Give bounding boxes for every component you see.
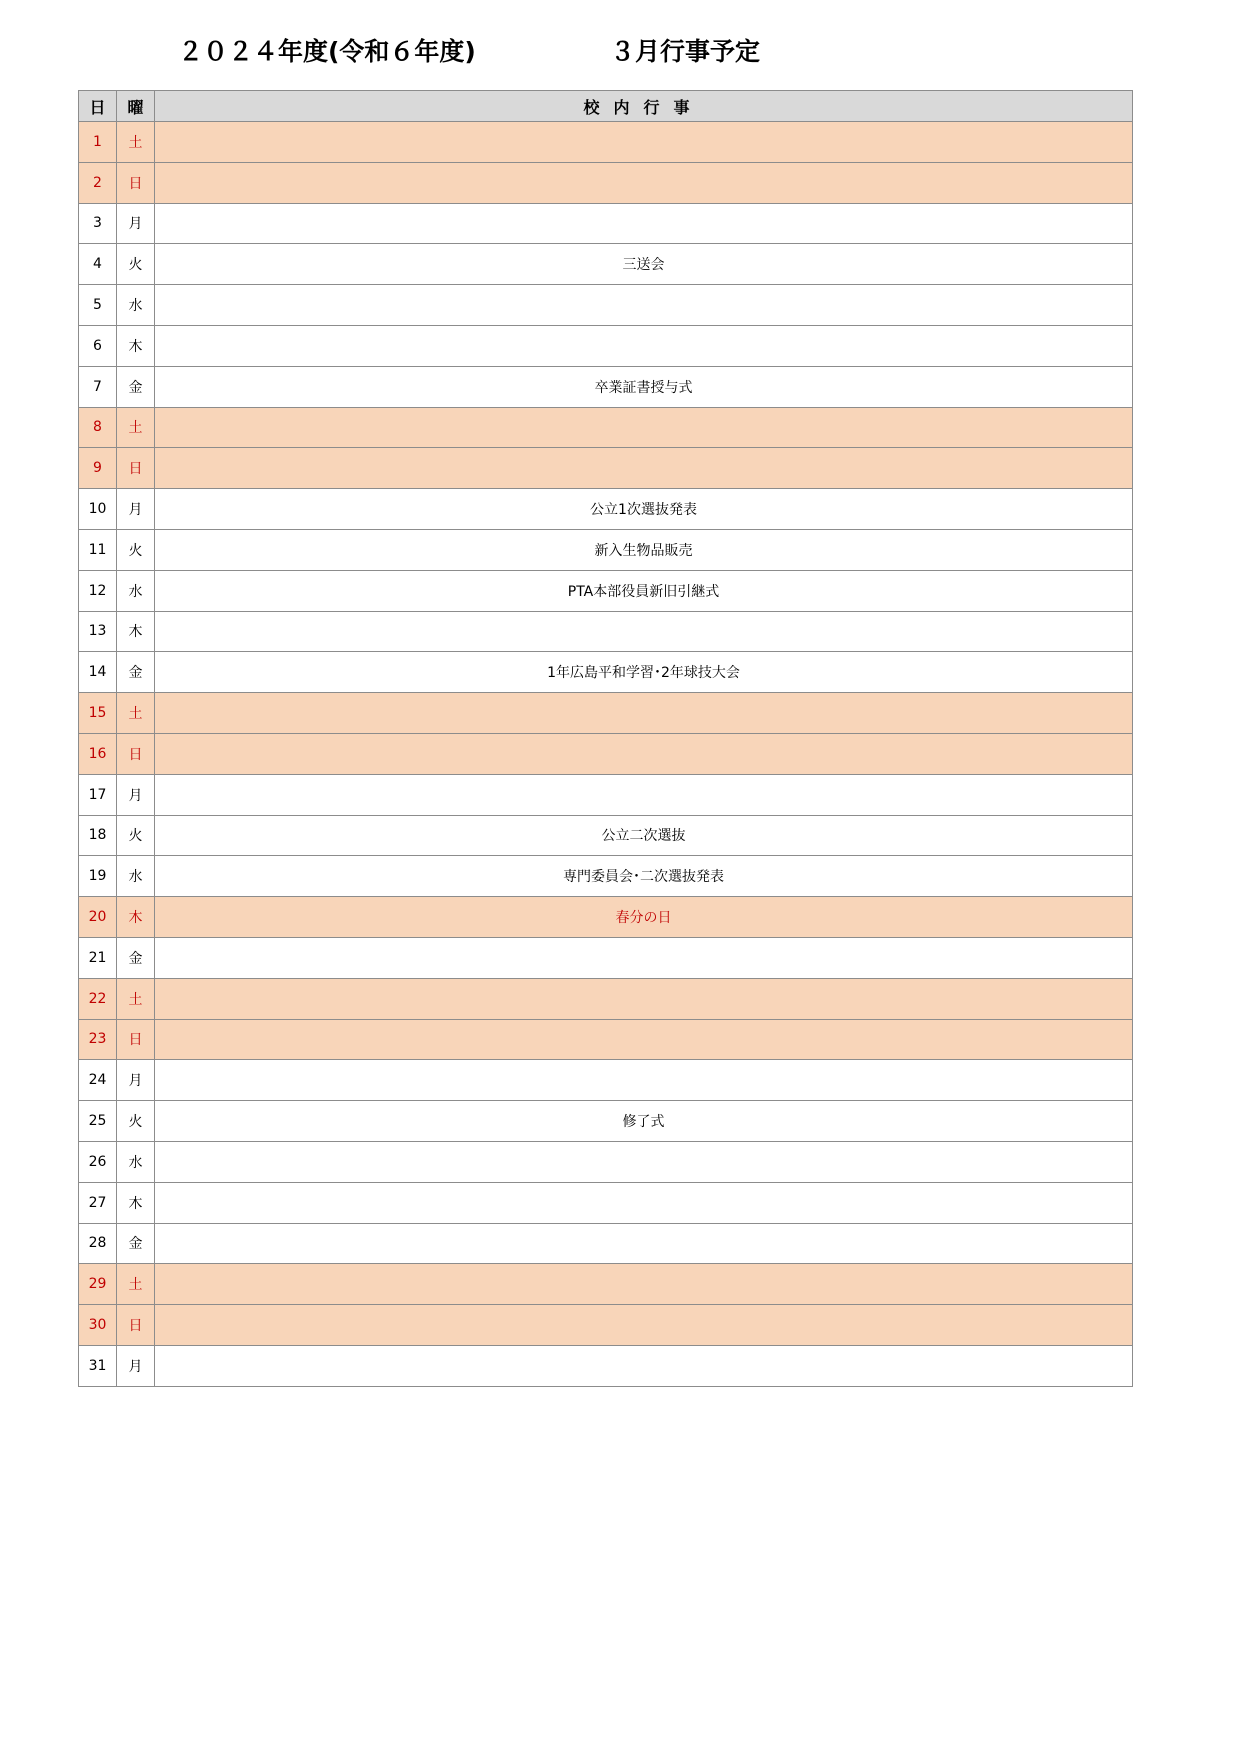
fiscal-year-title: ２０２４年度(令和６年度) <box>178 37 476 66</box>
table-row <box>79 1141 1133 1182</box>
table-row <box>79 693 1133 734</box>
event-cell <box>155 774 1133 815</box>
weekday-cell: 水 <box>117 570 155 611</box>
event-cell: 修了式 <box>155 1101 1133 1142</box>
table-row <box>79 122 1133 163</box>
schedule-body <box>79 122 1133 1387</box>
weekday-cell: 水 <box>117 285 155 326</box>
weekday-cell: 火 <box>117 529 155 570</box>
weekday-cell: 火 <box>117 244 155 285</box>
event-cell: 卒業証書授与式 <box>155 366 1133 407</box>
weekday-cell: 金 <box>117 1223 155 1264</box>
day-cell: 5 <box>79 285 117 326</box>
day-cell: 1 <box>79 122 117 163</box>
day-cell: 12 <box>79 570 117 611</box>
event-cell <box>155 162 1133 203</box>
event-cell: 公立二次選抜 <box>155 815 1133 856</box>
table-row <box>79 937 1133 978</box>
event-cell <box>155 1182 1133 1223</box>
weekday-cell: 日 <box>117 1019 155 1060</box>
event-cell <box>155 122 1133 163</box>
weekday-cell: 日 <box>117 733 155 774</box>
event-cell <box>155 1019 1133 1060</box>
day-column-header: 日 <box>79 91 117 122</box>
table-row <box>79 407 1133 448</box>
table-row <box>79 1182 1133 1223</box>
event-cell <box>155 693 1133 734</box>
weekday-cell: 月 <box>117 1060 155 1101</box>
day-cell: 15 <box>79 693 117 734</box>
event-cell: 専門委員会･二次選抜発表 <box>155 856 1133 897</box>
event-cell <box>155 285 1133 326</box>
weekday-cell: 木 <box>117 325 155 366</box>
weekday-cell: 土 <box>117 1264 155 1305</box>
day-cell: 26 <box>79 1141 117 1182</box>
table-row <box>79 325 1133 366</box>
weekday-cell: 水 <box>117 1141 155 1182</box>
day-cell: 30 <box>79 1305 117 1346</box>
weekday-cell: 金 <box>117 937 155 978</box>
event-cell <box>155 1060 1133 1101</box>
table-row <box>79 366 1133 407</box>
event-cell <box>155 937 1133 978</box>
day-cell: 7 <box>79 366 117 407</box>
day-cell: 14 <box>79 652 117 693</box>
weekday-column-header: 曜 <box>117 91 155 122</box>
table-row <box>79 1223 1133 1264</box>
day-cell: 27 <box>79 1182 117 1223</box>
table-row <box>79 652 1133 693</box>
day-cell: 9 <box>79 448 117 489</box>
day-cell: 28 <box>79 1223 117 1264</box>
weekday-cell: 金 <box>117 366 155 407</box>
weekday-cell: 火 <box>117 815 155 856</box>
weekday-cell: 月 <box>117 489 155 530</box>
event-cell: 三送会 <box>155 244 1133 285</box>
event-schedule-table <box>78 90 1133 1387</box>
weekday-cell: 日 <box>117 162 155 203</box>
event-cell: 1年広島平和学習･2年球技大会 <box>155 652 1133 693</box>
day-cell: 6 <box>79 325 117 366</box>
event-cell <box>155 978 1133 1019</box>
event-cell <box>155 203 1133 244</box>
weekday-cell: 水 <box>117 856 155 897</box>
day-cell: 29 <box>79 1264 117 1305</box>
event-cell: 新入生物品販売 <box>155 529 1133 570</box>
table-row <box>79 1264 1133 1305</box>
day-cell: 18 <box>79 815 117 856</box>
table-row <box>79 611 1133 652</box>
table-row <box>79 448 1133 489</box>
day-cell: 23 <box>79 1019 117 1060</box>
weekday-cell: 月 <box>117 1345 155 1386</box>
day-cell: 21 <box>79 937 117 978</box>
event-cell <box>155 1141 1133 1182</box>
day-cell: 13 <box>79 611 117 652</box>
event-cell <box>155 611 1133 652</box>
day-cell: 19 <box>79 856 117 897</box>
weekday-cell: 日 <box>117 448 155 489</box>
day-cell: 17 <box>79 774 117 815</box>
table-header-row <box>79 91 1133 122</box>
weekday-cell: 木 <box>117 1182 155 1223</box>
weekday-cell: 木 <box>117 611 155 652</box>
table-row <box>79 1019 1133 1060</box>
weekday-cell: 月 <box>117 774 155 815</box>
event-cell <box>155 1345 1133 1386</box>
event-cell <box>155 448 1133 489</box>
day-cell: 25 <box>79 1101 117 1142</box>
table-row <box>79 244 1133 285</box>
weekday-cell: 火 <box>117 1101 155 1142</box>
day-cell: 24 <box>79 1060 117 1101</box>
table-row <box>79 570 1133 611</box>
table-row <box>79 162 1133 203</box>
weekday-cell: 月 <box>117 203 155 244</box>
weekday-cell: 土 <box>117 122 155 163</box>
weekday-cell: 金 <box>117 652 155 693</box>
weekday-cell: 土 <box>117 978 155 1019</box>
event-cell: PTA本部役員新旧引継式 <box>155 570 1133 611</box>
day-cell: 3 <box>79 203 117 244</box>
table-row <box>79 489 1133 530</box>
table-row <box>79 1060 1133 1101</box>
event-cell <box>155 1305 1133 1346</box>
day-cell: 20 <box>79 897 117 938</box>
table-row <box>79 897 1133 938</box>
event-cell: 春分の日 <box>155 897 1133 938</box>
day-cell: 8 <box>79 407 117 448</box>
table-row <box>79 733 1133 774</box>
table-row <box>79 529 1133 570</box>
event-cell: 公立1次選抜発表 <box>155 489 1133 530</box>
table-row <box>79 774 1133 815</box>
weekday-cell: 土 <box>117 693 155 734</box>
event-cell <box>155 325 1133 366</box>
table-row <box>79 203 1133 244</box>
day-cell: 11 <box>79 529 117 570</box>
event-cell <box>155 733 1133 774</box>
month-schedule-title: ３月行事予定 <box>610 37 761 66</box>
day-cell: 4 <box>79 244 117 285</box>
event-cell <box>155 407 1133 448</box>
day-cell: 16 <box>79 733 117 774</box>
table-row <box>79 1101 1133 1142</box>
day-cell: 31 <box>79 1345 117 1386</box>
event-cell <box>155 1264 1133 1305</box>
weekday-cell: 日 <box>117 1305 155 1346</box>
day-cell: 2 <box>79 162 117 203</box>
table-row <box>79 815 1133 856</box>
event-cell <box>155 1223 1133 1264</box>
day-cell: 22 <box>79 978 117 1019</box>
table-row <box>79 1345 1133 1386</box>
weekday-cell: 土 <box>117 407 155 448</box>
table-row <box>79 1305 1133 1346</box>
table-row <box>79 978 1133 1019</box>
table-row <box>79 856 1133 897</box>
weekday-cell: 木 <box>117 897 155 938</box>
events-column-header: 校内行事 <box>155 91 1133 122</box>
table-row <box>79 285 1133 326</box>
day-cell: 10 <box>79 489 117 530</box>
